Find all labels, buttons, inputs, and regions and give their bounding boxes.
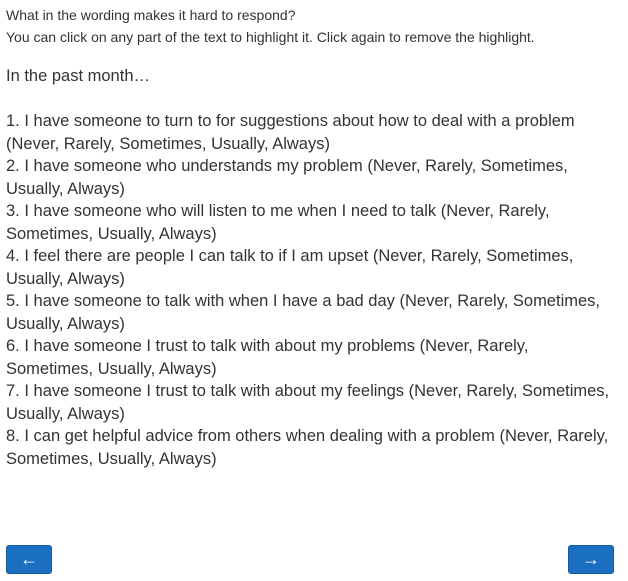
passage-item-6[interactable]: 6. I have someone I trust to talk with about my problems (Never, Rarely, Sometimes, Usually, Always) — [6, 337, 529, 378]
passage-item-1[interactable]: 1. I have someone to turn to for suggestions about how to deal with a problem (Never, Rarely, Sometimes, Usually, Always) — [6, 112, 575, 153]
passage-intro[interactable]: In the past month… — [6, 67, 150, 85]
passage-item-4[interactable]: 4. I feel there are people I can talk to if I am upset (Never, Rarely, Sometimes, Usually, Always) — [6, 247, 574, 288]
passage-item-3[interactable]: 3. I have someone who will listen to me when I need to talk (Never, Rarely, Sometimes, Usually, Always) — [6, 202, 550, 243]
passage-item-2[interactable]: 2. I have someone who understands my problem (Never, Rarely, Sometimes, Usually, Always) — [6, 157, 568, 198]
question-text: What in the wording makes it hard to respond? — [6, 7, 296, 23]
back-button[interactable] — [6, 545, 52, 574]
passage-item-5[interactable]: 5. I have someone to talk with when I have a bad day (Never, Rarely, Sometimes, Usually, Always) — [6, 292, 600, 333]
highlightable-passage[interactable] — [6, 65, 618, 470]
arrow-left-icon: ← — [20, 549, 38, 569]
arrow-right-icon: → — [582, 549, 600, 569]
passage-item-8[interactable]: 8. I can get helpful advice from others when dealing with a problem (Never, Rarely, Sometimes, Usually, Always) — [6, 427, 609, 468]
passage-item-7[interactable]: 7. I have someone I trust to talk with about my feelings (Never, Rarely, Sometimes, Usually, Always) — [6, 382, 610, 423]
highlight-hint: You can click on any part of the text to highlight it. Click again to remove the highlight. — [6, 29, 535, 45]
next-button[interactable] — [568, 545, 614, 574]
instructions — [6, 4, 535, 48]
